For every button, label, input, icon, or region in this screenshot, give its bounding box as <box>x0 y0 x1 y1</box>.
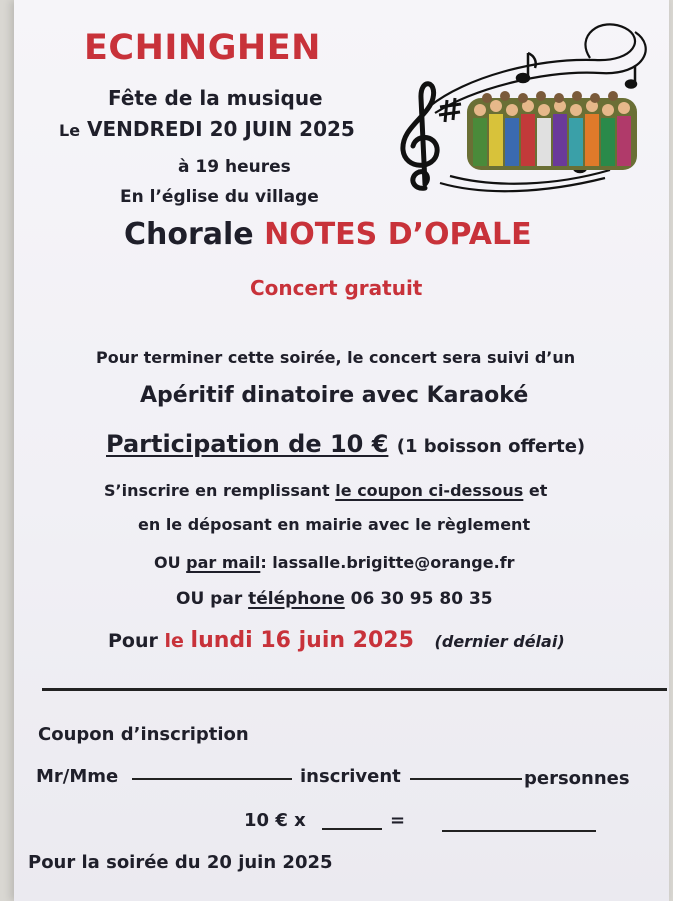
deadline-date: lundi 16 juin 2025 <box>190 628 414 653</box>
date-value: VENDREDI 20 JUIN 2025 <box>87 117 355 141</box>
equals-sign: = <box>390 810 406 831</box>
phone-number: 06 30 95 80 35 <box>350 589 493 609</box>
register-text: S’inscrire en remplissant <box>104 481 330 500</box>
intro-text: Pour terminer cette soirée, le concert sera suivi d’un <box>96 348 576 367</box>
coupon-footer: Pour la soirée du 20 juin 2025 <box>28 852 333 873</box>
total-blank[interactable] <box>442 830 596 832</box>
mail-address: : lassalle.brigitte@orange.fr <box>260 553 515 572</box>
town-title: ECHINGHEN <box>84 28 321 68</box>
register-and: et <box>528 481 548 500</box>
event-name: Fête de la musique <box>108 86 323 110</box>
participation-price: Participation de 10 € <box>106 430 389 458</box>
coupon-reference: le coupon ci-dessous <box>335 481 524 500</box>
choir-title <box>124 217 532 252</box>
phone-label: téléphone <box>248 589 345 609</box>
event-venue: En l’église du village <box>120 187 319 207</box>
register-count-label: inscrivent <box>300 766 401 787</box>
coupon-title: Coupon d’inscription <box>38 724 249 745</box>
concert-label: Concert gratuit <box>250 276 423 300</box>
cut-line <box>42 688 667 691</box>
count-blank[interactable] <box>410 778 522 780</box>
choir-name: NOTES D’OPALE <box>264 217 532 252</box>
phone-or: OU par <box>176 589 243 609</box>
deadline-prefix: Pour <box>108 630 158 652</box>
deadline-line <box>108 628 565 653</box>
aperitif-text: Apéritif dinatoire avec Karaoké <box>140 383 529 408</box>
register-line <box>104 481 547 500</box>
participation-line <box>106 430 585 458</box>
mail-label: par mail <box>186 553 261 572</box>
price-label: 10 € x <box>244 810 306 831</box>
phone-line <box>176 589 493 609</box>
choir-group <box>467 91 637 170</box>
event-date <box>59 117 355 141</box>
deadline-le: le <box>164 630 184 652</box>
deposit-line: en le déposant en mairie avec le règlement <box>138 515 531 534</box>
name-blank[interactable] <box>132 778 292 780</box>
mail-or: OU <box>154 553 181 572</box>
name-label: Mr/Mme <box>36 766 119 787</box>
quantity-blank[interactable] <box>322 828 382 830</box>
choir-prefix: Chorale <box>124 217 254 252</box>
date-prefix: Le <box>59 121 81 140</box>
mail-line <box>154 553 515 572</box>
choir-illustration <box>395 18 655 193</box>
event-time: à 19 heures <box>178 157 291 177</box>
participation-note: (1 boisson offerte) <box>396 436 586 457</box>
deadline-note: (dernier délai) <box>434 632 565 651</box>
treble-clef-icon <box>403 84 437 188</box>
persons-label: personnes <box>524 768 630 789</box>
